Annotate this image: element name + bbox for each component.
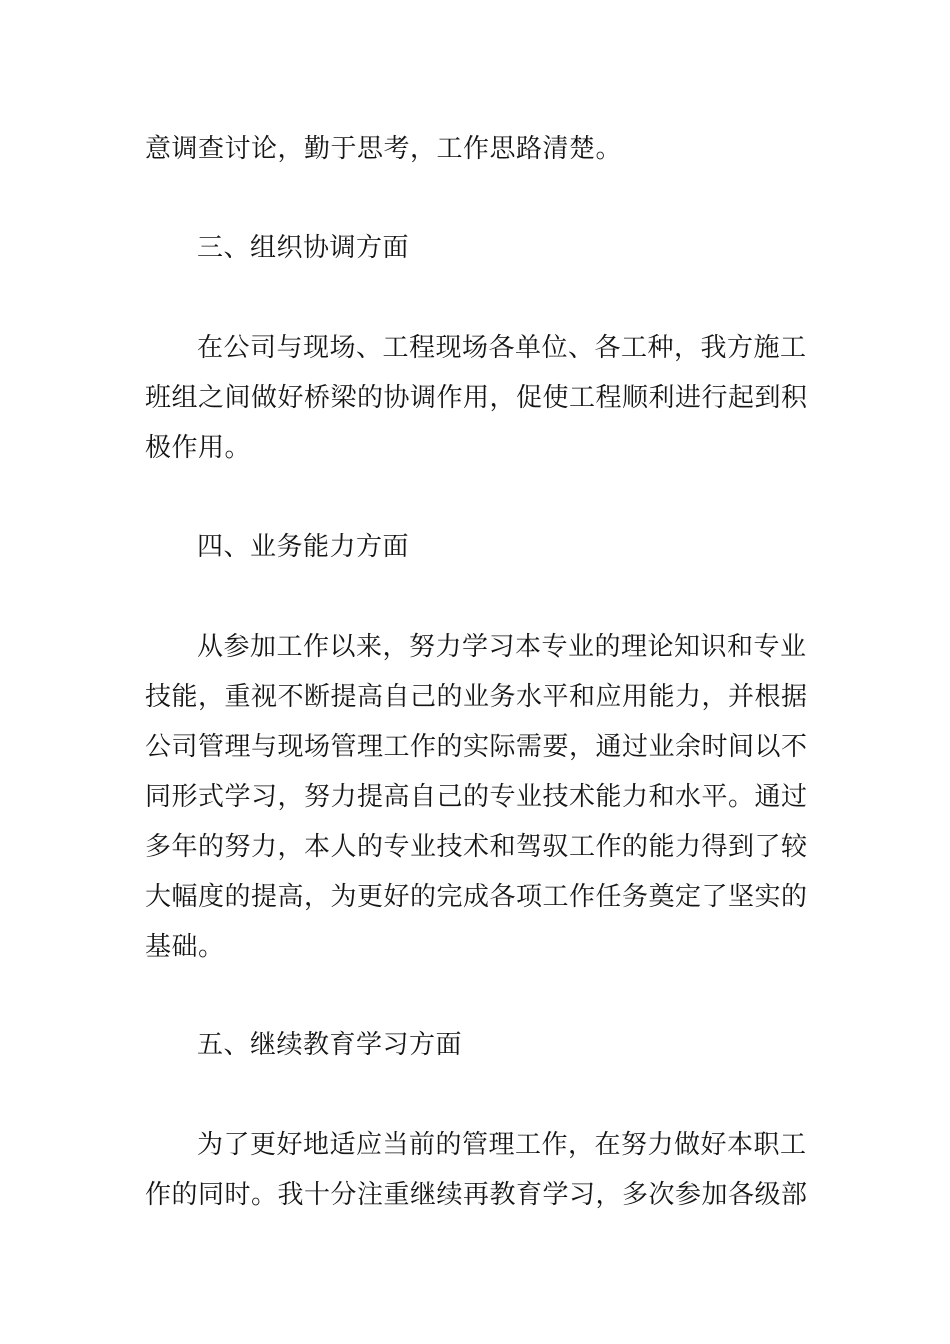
heading-text: 三、组织协调方面 (197, 233, 410, 263)
text-line: 极作用。 (145, 433, 252, 463)
section-heading-4 (145, 522, 807, 572)
text-line: 在公司与现场、工程现场各单位、各工种，我方施工 (197, 333, 807, 363)
text-line: 为了更好地适应当前的管理工作，在努力做好本职工 (197, 1130, 807, 1160)
text-line: 作的同时。我十分注重继续再教育学习，多次参加各级部 (145, 1180, 808, 1210)
text-line: 从参加工作以来，努力学习本专业的理论知识和专业 (197, 632, 807, 662)
paragraph-section-5 (145, 1120, 807, 1220)
paragraph-section-4 (145, 622, 807, 972)
text-line: 技能，重视不断提高自己的业务水平和应用能力，并根据 (145, 682, 808, 712)
text-line: 同形式学习，努力提高自己的专业技术能力和水平。通过 (145, 782, 808, 812)
text-line: 意调查讨论，勤于思考，工作思路清楚。 (145, 134, 623, 164)
heading-text: 四、业务能力方面 (197, 532, 410, 562)
section-heading-5 (145, 1020, 807, 1070)
heading-text: 五、继续教育学习方面 (197, 1030, 463, 1060)
text-line: 基础。 (145, 932, 225, 962)
text-line: 大幅度的提高，为更好的完成各项工作任务奠定了坚实的 (145, 882, 808, 912)
paragraph-continuation (145, 124, 807, 174)
section-heading-3 (145, 223, 807, 273)
text-line: 多年的努力，本人的专业技术和驾驭工作的能力得到了较 (145, 832, 808, 862)
text-line: 班组之间做好桥梁的协调作用，促使工程顺利进行起到积 (145, 383, 808, 413)
text-line: 公司管理与现场管理工作的实际需要，通过业余时间以不 (145, 732, 808, 762)
paragraph-section-3 (145, 323, 807, 473)
